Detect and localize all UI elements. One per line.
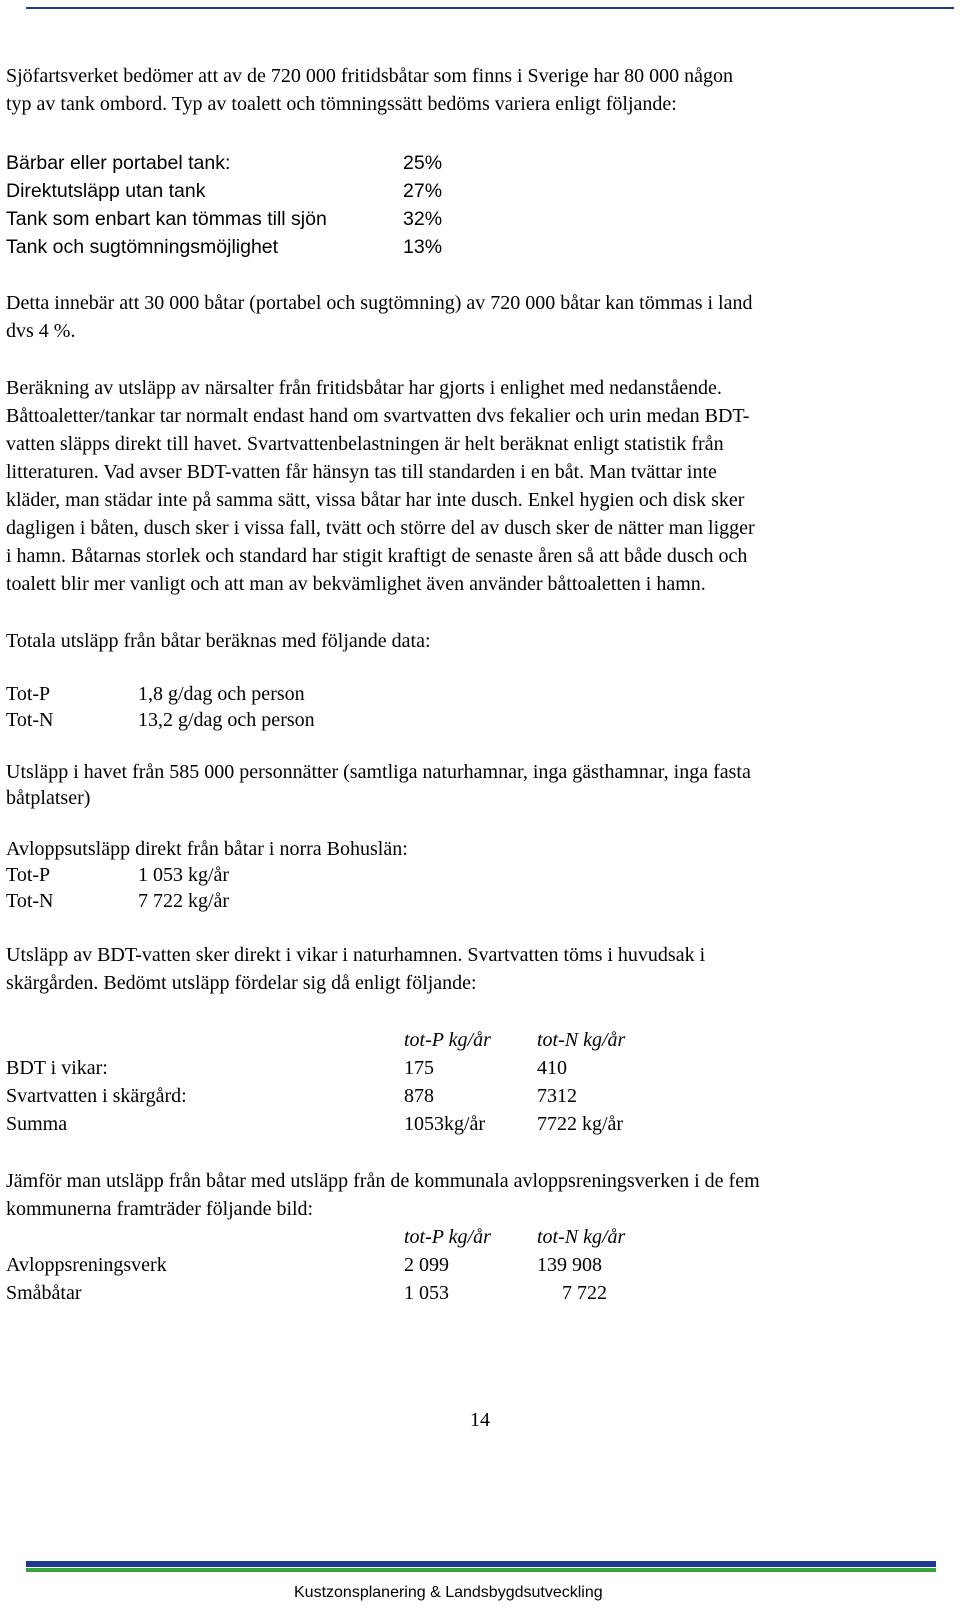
utslapp-havet-line-2: båtplatser) [6,787,91,809]
jamfor-line-1: Jämför man utsläpp från båtar med utsläpp från de kommunala avloppsreningsverken i de fem [6,1170,760,1192]
bdt-line-2: skärgården. Bedömt utsläpp fördelar sig då enligt följande: [6,972,477,994]
paragraph-line: litteraturen. Vad avser BDT-vatten får hänsyn tas till standarden i en båt. Man tvättar inte [6,461,717,483]
totala-heading: Totala utsläpp från båtar beräknas med följande data: [6,630,431,652]
paragraph-line: Beräkning av utsläpp av närsalter från fritidsbåtar har gjorts i enlighet med nedanstående. [6,377,722,399]
page-number: 14 [470,1409,490,1431]
paragraph-line: i hamn. Båtarnas storlek och standard har stigit kraftigt de senaste åren så att både dusch och [6,545,748,567]
footer-rule-green [26,1568,936,1572]
bdt-line-1: Utsläpp av BDT-vatten sker direkt i vikar i naturhamnen. Svartvatten töms i huvudsak i [6,944,706,966]
paragraph-line: toalett blir mer vanligt och att man av bekvämlighet även använder båttoaletten i hamn. [6,573,706,595]
detta-line-1: Detta innebär att 30 000 båtar (portabel och sugtömning) av 720 000 båtar kan tömmas i land [6,292,753,314]
footer-text: Kustzonsplanering & Landsbygdsutveckling [294,1584,603,1601]
paragraph-line: Båttoaletter/tankar tar normalt endast hand om svartvatten dvs fekalier och urin medan BDT- [6,405,750,427]
footer-rule-blue [26,1561,936,1567]
header-rule [26,7,954,9]
paragraph-line: vatten släpps direkt till havet. Svartvattenbelastningen är helt beräknat enligt statistik från [6,433,724,455]
intro-line-1: Sjöfartsverket bedömer att av de 720 000 fritidsbåtar som finns i Sverige har 80 000 någon [6,65,734,87]
avlopp-heading: Avloppsutsläpp direkt från båtar i norra Bohuslän: [6,838,408,860]
paragraph-line: dagligen i båten, dusch sker i vissa fall, tvätt och större del av dusch sker de nätter man ligger [6,517,755,539]
detta-line-2: dvs 4 %. [6,320,76,342]
intro-line-2: typ av tank ombord. Typ av toalett och tömningssätt bedöms variera enligt följande: [6,93,677,115]
jamfor-line-2: kommunerna framträder följande bild: [6,1198,314,1220]
paragraph-line: kläder, man städar inte på samma sätt, vissa båtar har inte dusch. Enkel hygien och disk sker [6,489,745,511]
utslapp-havet-line-1: Utsläpp i havet från 585 000 personnätter (samtliga naturhamnar, inga gästhamnar, inga fasta [6,761,751,783]
